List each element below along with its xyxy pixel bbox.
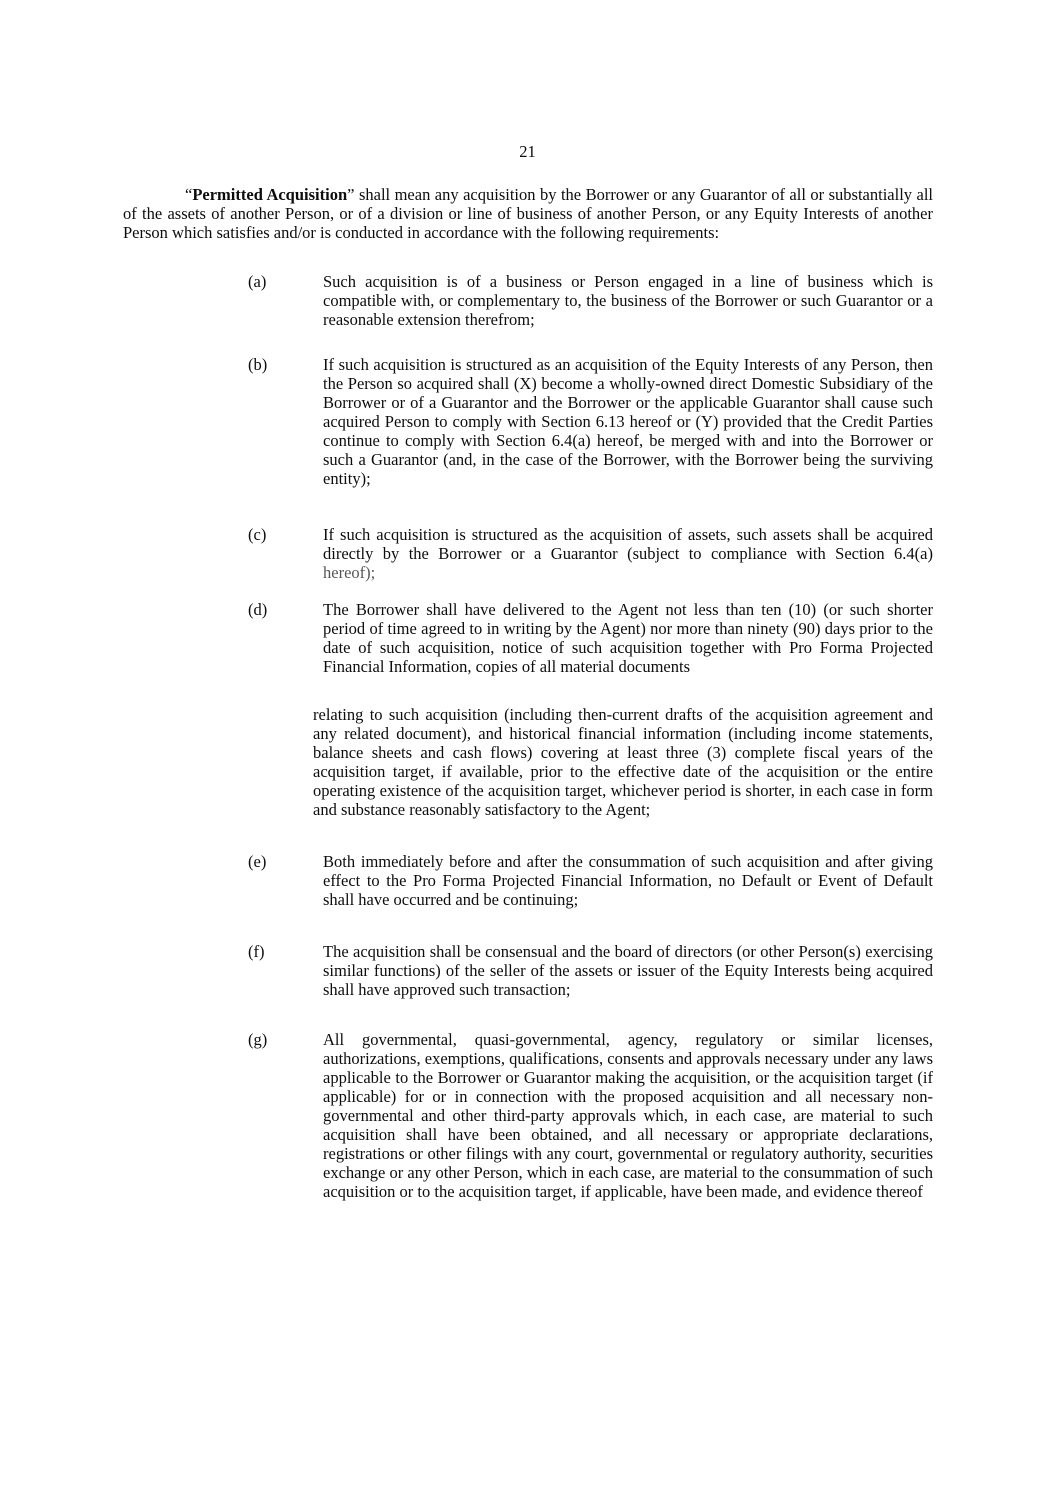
item-text: Both immediately before and after the consummation of such acquisition and after giving effect to the Pro Forma Projected Financial Information, no Default or Event of Default shall have occurred and be continuing; bbox=[323, 852, 933, 909]
defined-term: Permitted Acquisition bbox=[192, 185, 348, 204]
item-label: (b) bbox=[248, 355, 268, 374]
clipped-line: hereof); bbox=[323, 563, 376, 582]
document-page bbox=[0, 142, 1055, 1507]
list-item-f bbox=[248, 942, 933, 999]
item-text: If such acquisition is structured as the acquisition of assets, such assets shall be acquired directly by the Borrower or a Guarantor (subject to compliance with Section 6.4(a) bbox=[323, 525, 933, 563]
list-item-e bbox=[248, 852, 933, 909]
item-text: All governmental, quasi-governmental, agency, regulatory or similar licenses, authorizations, exemptions, qualifications, consents and approvals necessary under any laws applicable to the Borrower or Guarantor making the acquisition, or the acquisition target (if applicable) for or in connection with the proposed acquisition and all necessary non-governmental and other third-party approvals which, in each case, are material to such acquisition shall have been obtained, and all necessary or appropriate declarations, registrations or other filings with any court, governmental or regulatory authority, securities exchange or any other Person, which in each case, are material to the consummation of such acquisition or to the acquisition target, if applicable, have been made, and evidence thereof bbox=[323, 1030, 933, 1201]
list-item-a bbox=[248, 272, 933, 329]
item-label: (f) bbox=[248, 942, 265, 961]
item-text: The Borrower shall have delivered to the Agent not less than ten (10) (or such shorter period of time agreed to in writing by the Agent) nor more than ninety (90) days prior to the date of such acquisition, notice of such acquisition together with Pro Forma Projected Financial Information, copies of all material documents bbox=[323, 600, 933, 676]
item-label: (g) bbox=[248, 1030, 268, 1049]
item-label: (e) bbox=[248, 852, 267, 871]
item-text: relating to such acquisition (including then-current drafts of the acquisition agreement and any related document), and historical financial information (including income statements, balance sheets and cash flows) covering at least three (3) complete fiscal years of the acquisition target, if available, prior to the effective date of the acquisition or the entire operating existence of the acquisition target, whichever period is shorter, in each case in form and substance reasonably satisfactory to the Agent; bbox=[313, 705, 933, 819]
intro-body-text: ” shall mean any acquisition by the Borrower or any Guarantor of all or substantially all of the assets of another Person, or of a division or line of business of another Person, or any Equity Interests of another Person which satisfies and/or is conducted in accordance with the following requirements: bbox=[123, 185, 934, 242]
item-label bbox=[248, 705, 313, 819]
page-number: 21 bbox=[519, 142, 536, 161]
item-label: (c) bbox=[248, 525, 267, 544]
list-item-b bbox=[248, 355, 933, 488]
item-text: Such acquisition is of a business or Person engaged in a line of business which is compatible with, or complementary to, the business of the Borrower or such Guarantor or a reasonable extension therefrom; bbox=[323, 272, 933, 329]
list-item-c bbox=[248, 525, 933, 582]
item-label: (d) bbox=[248, 600, 268, 619]
list-item-d bbox=[248, 600, 933, 676]
item-label: (a) bbox=[248, 272, 267, 291]
item-text: If such acquisition is structured as an acquisition of the Equity Interests of any Person, then the Person so acquired shall (X) become a wholly-owned direct Domestic Subsidiary of the Borrower or of a Guarantor and the Borrower or the applicable Guarantor shall cause such acquired Person to comply with Section 6.13 hereof or (Y) provided that the Credit Parties continue to comply with Section 6.4(a) hereof, be merged with and into the Borrower or such a Guarantor (and, in the case of the Borrower, with the Borrower being the surviving entity); bbox=[323, 355, 933, 488]
list-item-d-continuation bbox=[248, 705, 933, 819]
open-quote: “ bbox=[185, 185, 193, 204]
intro-paragraph bbox=[123, 185, 933, 242]
list-item-g bbox=[248, 1030, 933, 1201]
item-text: The acquisition shall be consensual and the board of directors (or other Person(s) exercising similar functions) of the seller of the assets or issuer of the Equity Interests being acquired shall have approved such transaction; bbox=[323, 942, 933, 999]
